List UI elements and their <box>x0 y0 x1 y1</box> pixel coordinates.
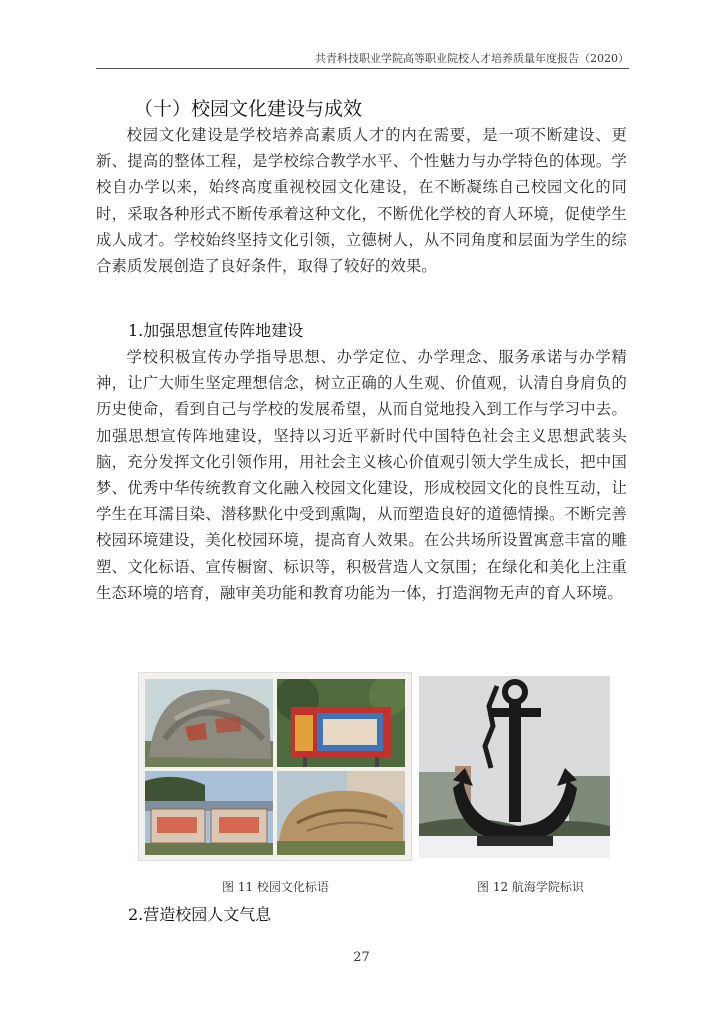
anchor-sculpture-photo <box>419 676 610 858</box>
photo-red-billboard <box>277 679 405 767</box>
header-title: 共青科技职业学院高等职业院校人才培养质量年度报告（2020） <box>315 52 629 65</box>
subsection-1-paragraph <box>96 344 627 606</box>
intro-paragraph <box>96 122 627 279</box>
photo-inscribed-rock <box>145 679 273 767</box>
subsection-1-text: 学校积极宣传办学指导思想、办学定位、办学理念、服务承诺与办学精神，让广大师生坚定理想信念，树立正确的人生观、价值观，认清自身肩负的历史使命，看到自己与学校的发展希望，从而自觉地投入到工作与学习中去。加强思想宣传阵地建设，坚持以习近平新时代中国特色社会主义思想武装头脑，充分发挥文化引领作用，用社会主义核心价值观引领大学生成长，把中国梦、优秀中华传统教育文化融入校园文化建设，形成校园文化的良性互动，让学生在耳濡目染、潜移默化中受到熏陶，从而塑造良好的道德情操。不断完善校园环境建设，美化校园环境，提高育人效果。在公共场所设置寓意丰富的雕塑、文化标语、宣传橱窗、标识等，积极营造人文氛围；在绿化和美化上注重生态环境的培育，融审美功能和教育功能为一体，打造润物无声的育人环境。 <box>96 348 627 602</box>
page-number: 27 <box>353 950 370 965</box>
page-header <box>96 50 629 69</box>
photo-gate-sign <box>145 771 273 855</box>
campus-culture-collage <box>138 672 412 861</box>
photo-carved-stone <box>277 771 405 855</box>
section-title: （十）校园文化建设与成效 <box>134 98 363 120</box>
figure-11-caption: 图 11 校园文化标语 <box>222 880 329 894</box>
subsection-1-title: 1.加强思想宣传阵地建设 <box>128 321 304 340</box>
figure-12-caption: 图 12 航海学院标识 <box>477 880 584 894</box>
intro-text: 校园文化建设是学校培养高素质人才的内在需要，是一项不断建设、更新、提高的整体工程，是学校综合教学水平、个性魅力与办学特色的体现。学校自办学以来，始终高度重视校园文化建设，在不断凝练自己校园文化的同时，采取各种形式不断传承着这种文化，不断优化学校的育人环境，促使学生成人成才。学校始终坚持文化引领，立德树人，从不同角度和层面为学生的综合素质发展创造了良好条件，取得了较好的效果。 <box>96 126 627 276</box>
subsection-2-title: 2.营造校园人文气息 <box>128 905 272 924</box>
